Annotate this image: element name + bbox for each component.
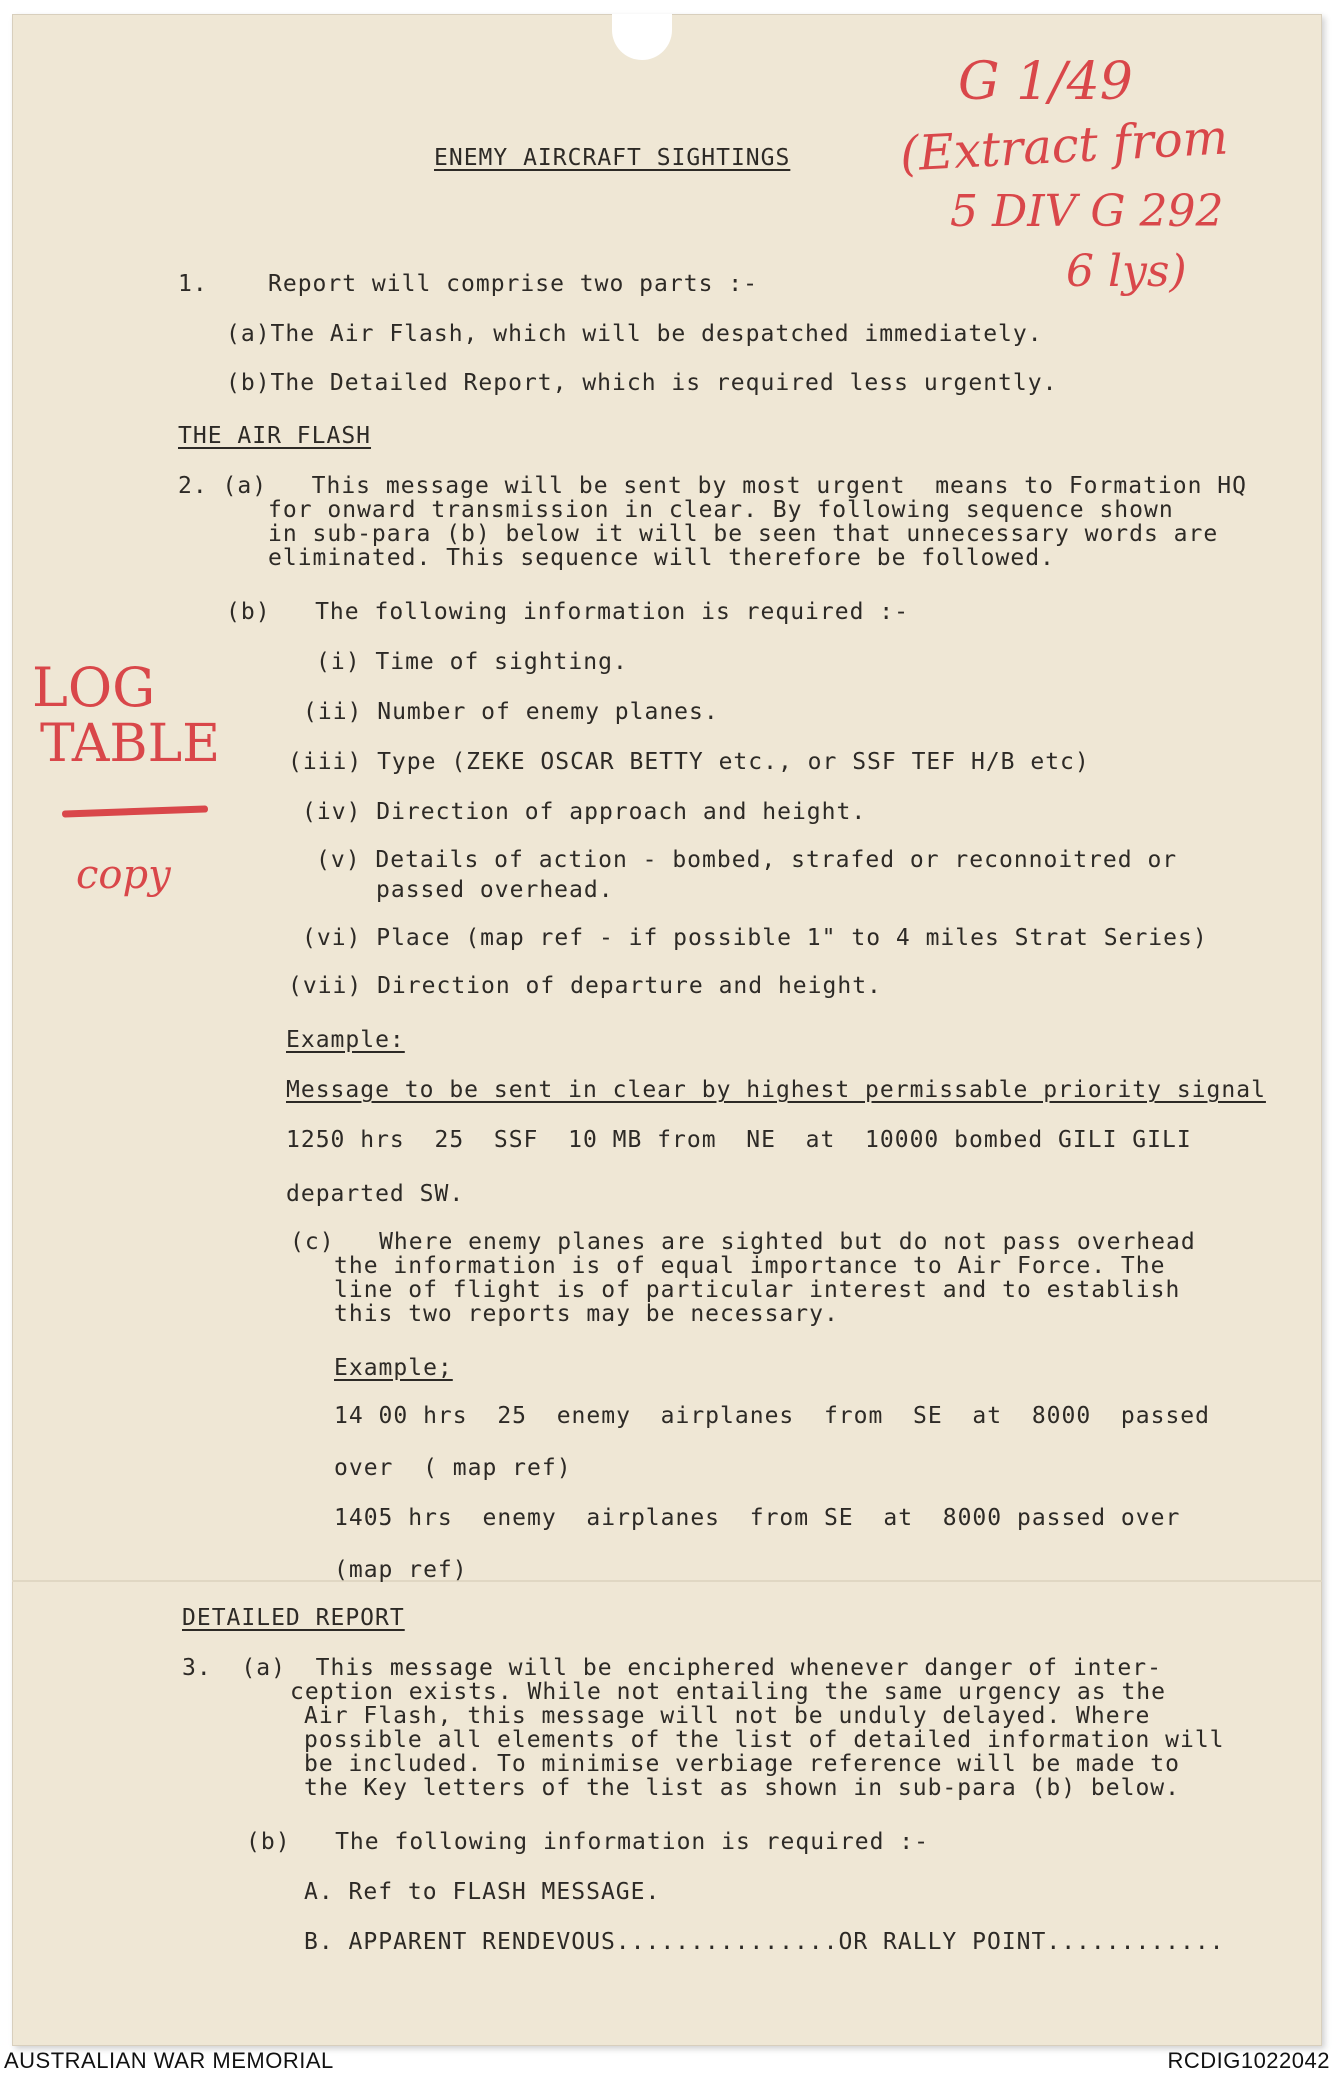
para3a-line: possible all elements of the list of detailed information will <box>304 1727 1225 1753</box>
para3a-line: 3. (a) This message will be enciphered whenever danger of inter- <box>182 1655 1162 1681</box>
para2c-line: the information is of equal importance to Air Force. The <box>334 1253 1166 1279</box>
footer-source: AUSTRALIAN WAR MEMORIAL <box>4 2048 334 2073</box>
para1-item-a: (a)The Air Flash, which will be despatched immediately. <box>226 321 1043 347</box>
fold-crease <box>12 1580 1322 1582</box>
para3a-line: the Key letters of the list as shown in sub-para (b) below. <box>304 1775 1180 1801</box>
para2a-line: 2. (a) This message will be sent by most urgent means to Formation HQ <box>178 473 1247 499</box>
para3b-item: B. APPARENT RENDEVOUS...............OR RALLY POINT............ <box>304 1929 1225 1955</box>
para2b-item: (ii) Number of enemy planes. <box>303 699 719 725</box>
example-label: Example; <box>334 1355 453 1381</box>
para1-item-b: (b)The Detailed Report, which is required less urgently. <box>226 370 1058 396</box>
heading-detailed-report: DETAILED REPORT <box>182 1605 405 1631</box>
para2b-item: (vi) Place (map ref - if possible 1" to 4 miles Strat Series) <box>302 925 1208 951</box>
document-title: ENEMY AIRCRAFT SIGHTINGS <box>434 145 791 171</box>
example-line: departed SW. <box>286 1181 465 1207</box>
para2a-line: for onward transmission in clear. By following sequence shown <box>268 497 1174 523</box>
handwritten-copy: copy <box>76 852 171 898</box>
para2b-item: (i) Time of sighting. <box>316 649 628 675</box>
handwritten-note: 6 lys) <box>1066 246 1187 297</box>
para2c-line: (c) Where enemy planes are sighted but do not pass overhead <box>290 1229 1196 1255</box>
para2c-line: line of flight is of particular interest and to establish <box>334 1277 1181 1303</box>
example-heading: Message to be sent in clear by highest permissable priority signal <box>286 1077 1266 1103</box>
example-line: over ( map ref) <box>334 1455 572 1481</box>
para2b-item: passed overhead. <box>376 877 614 903</box>
handwritten-note: 5 DIV G 292 <box>950 186 1224 237</box>
handwritten-note: (Extract from <box>898 109 1230 183</box>
para2c-line: this two reports may be necessary. <box>334 1301 839 1327</box>
heading-air-flash: THE AIR FLASH <box>178 423 372 449</box>
example-line: 1250 hrs 25 SSF 10 MB from NE at 10000 bombed GILI GILI <box>286 1127 1192 1153</box>
para3b-item: A. Ref to FLASH MESSAGE. <box>304 1879 661 1905</box>
example-line: (map ref) <box>334 1557 468 1583</box>
footer-id: RCDIG1022042 <box>1167 2048 1330 2073</box>
para2a-line: eliminated. This sequence will therefore be followed. <box>268 545 1055 571</box>
para2b-item: (vii) Direction of departure and height. <box>288 973 882 999</box>
example-line: 1405 hrs enemy airplanes from SE at 8000 passed over <box>334 1505 1181 1531</box>
para2b-item: (iii) Type (ZEKE OSCAR BETTY etc., or SSF TEF H/B etc) <box>288 749 1090 775</box>
para2b-intro: (b) The following information is required :- <box>226 599 909 625</box>
para3b-intro: (b) The following information is required :- <box>246 1829 929 1855</box>
para1-text: Report will comprise two parts :- <box>268 271 758 297</box>
handwritten-file-ref: G 1/49 <box>958 52 1133 112</box>
handwritten-log: LOG <box>32 656 156 719</box>
handwritten-table: TABLE <box>40 714 221 774</box>
para2b-item: (v) Details of action - bombed, strafed or reconnoitred or <box>316 847 1178 873</box>
para3a-line: ception exists. While not entailing the same urgency as the <box>290 1679 1166 1705</box>
para3a-line: Air Flash, this message will not be unduly delayed. Where <box>304 1703 1151 1729</box>
para3a-line: be included. To minimise verbiage reference will be made to <box>304 1751 1180 1777</box>
example-label: Example: <box>286 1027 405 1053</box>
example-line: 14 00 hrs 25 enemy airplanes from SE at 8000 passed <box>334 1403 1210 1429</box>
para1-number: 1. <box>178 271 208 297</box>
para2b-item: (iv) Direction of approach and height. <box>302 799 867 825</box>
para2a-line: in sub-para (b) below it will be seen that unnecessary words are <box>268 521 1219 547</box>
